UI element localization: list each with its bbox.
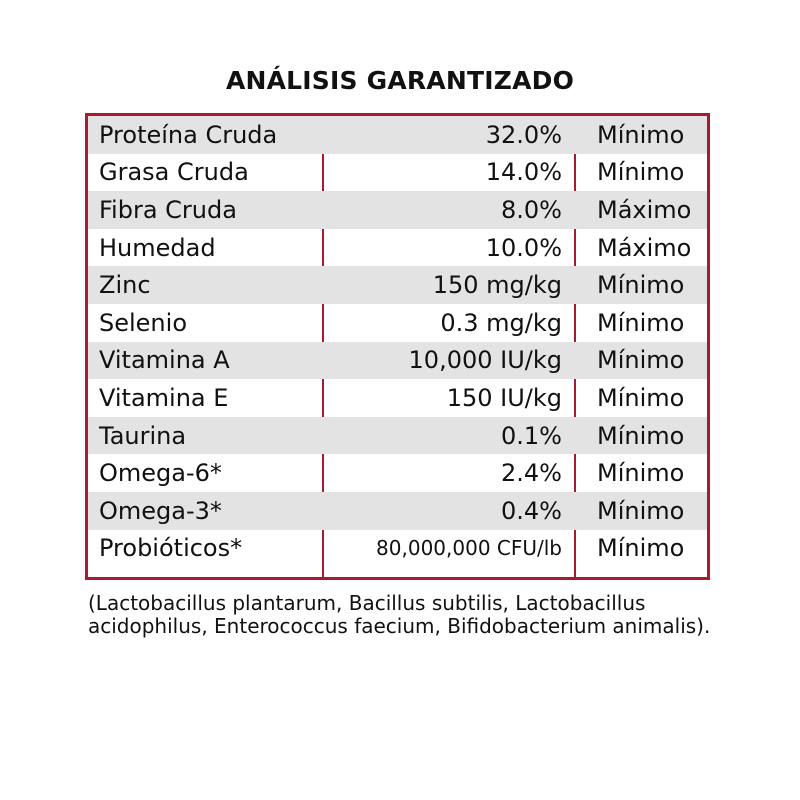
- nutrient-value: 150 mg/kg: [432, 271, 562, 300]
- table-row: [88, 417, 707, 455]
- table-row: [88, 304, 707, 342]
- table-row: [88, 191, 707, 229]
- nutrient-qualifier: Máximo: [597, 195, 692, 224]
- table-row: [88, 116, 707, 154]
- nutrient-qualifier: Mínimo: [597, 496, 685, 525]
- table-row: [88, 379, 707, 417]
- nutrient-qualifier: Mínimo: [597, 459, 685, 488]
- nutrient-name: Probióticos*: [99, 534, 243, 563]
- nutrient-name: Grasa Cruda: [99, 158, 249, 187]
- nutrient-name: Humedad: [99, 233, 216, 262]
- nutrient-value: 10.0%: [485, 233, 562, 262]
- table-row: [88, 342, 707, 380]
- nutrient-name: Vitamina A: [99, 346, 230, 375]
- nutrient-qualifier: Mínimo: [597, 308, 685, 337]
- nutrient-value: 0.3 mg/kg: [440, 308, 562, 337]
- nutrient-name: Omega-6*: [99, 459, 222, 488]
- nutrient-value: 32.0%: [485, 120, 562, 149]
- nutrient-name: Proteína Cruda: [99, 120, 278, 149]
- guaranteed-analysis-table: [85, 113, 710, 580]
- nutrient-value: 0.1%: [501, 421, 562, 450]
- nutrient-value: 150 IU/kg: [446, 383, 562, 412]
- nutrient-value: 10,000 IU/kg: [408, 346, 562, 375]
- table-row: [88, 229, 707, 267]
- nutrient-qualifier: Mínimo: [597, 158, 685, 187]
- nutrient-qualifier: Mínimo: [597, 271, 685, 300]
- nutrient-name: Zinc: [99, 271, 151, 300]
- nutrient-name: Taurina: [99, 421, 187, 450]
- nutrient-value: 80,000,000 CFU/lb: [376, 536, 562, 561]
- nutrient-value: 14.0%: [485, 158, 562, 187]
- nutrient-qualifier: Mínimo: [597, 383, 685, 412]
- nutrient-value: 2.4%: [501, 459, 562, 488]
- nutrient-value: 8.0%: [501, 195, 562, 224]
- nutrient-qualifier: Mínimo: [597, 421, 685, 450]
- nutrient-qualifier: Mínimo: [597, 534, 685, 563]
- nutrient-name: Fibra Cruda: [99, 195, 237, 224]
- nutrient-name: Vitamina E: [99, 383, 229, 412]
- table-row: [88, 154, 707, 192]
- table-row: [88, 492, 707, 530]
- page-title: ANÁLISIS GARANTIZADO: [225, 66, 575, 95]
- nutrient-qualifier: Mínimo: [597, 346, 685, 375]
- table-row: [88, 530, 707, 568]
- nutrient-value: 0.4%: [501, 496, 562, 525]
- nutrient-qualifier: Máximo: [597, 233, 692, 262]
- table-row: [88, 266, 707, 304]
- nutrient-name: Omega-3*: [99, 496, 222, 525]
- nutrient-qualifier: Mínimo: [597, 120, 685, 149]
- nutrient-name: Selenio: [99, 308, 187, 337]
- probiotics-footnote: (Lactobacillus plantarum, Bacillus subtilis, Lactobacillus acidophilus, Enterococcus faecium, Bifidobacterium animalis).: [88, 591, 711, 638]
- table-row: [88, 454, 707, 492]
